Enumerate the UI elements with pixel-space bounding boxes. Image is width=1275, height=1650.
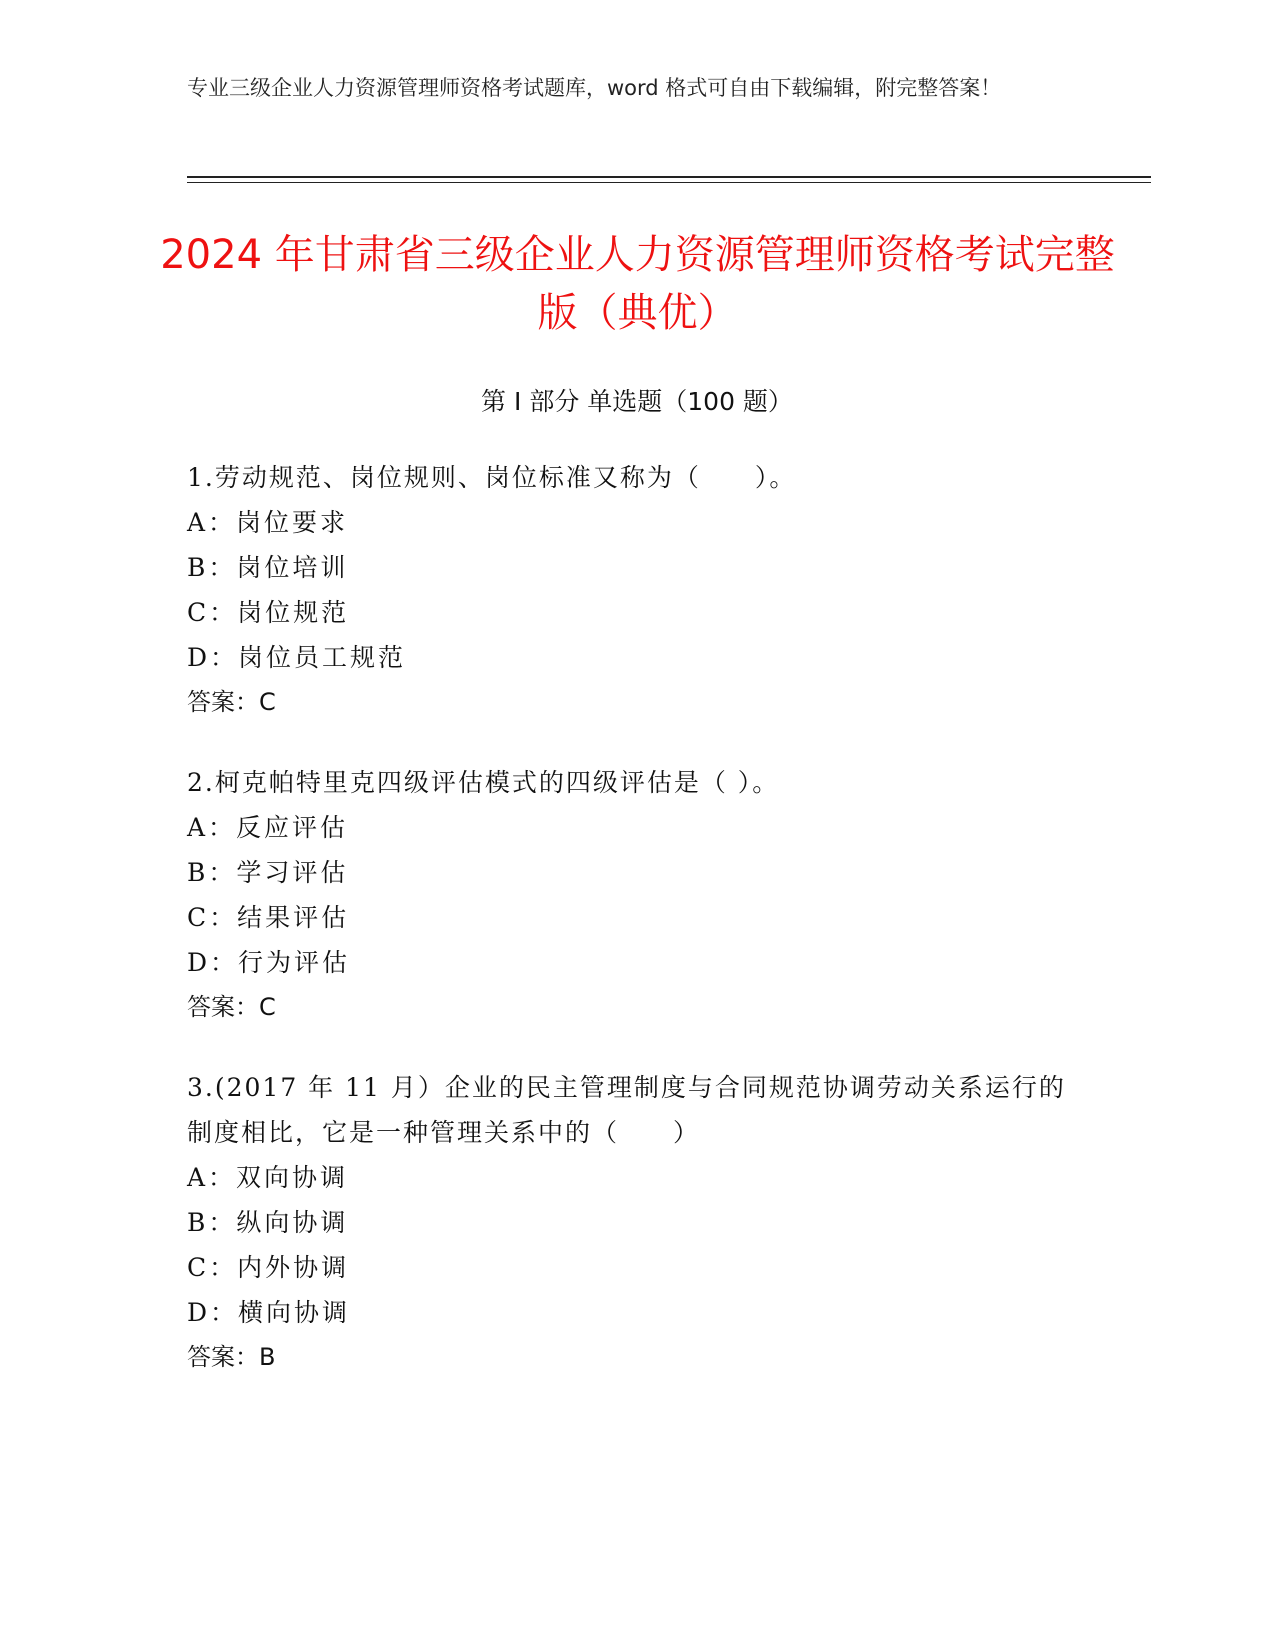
option-d: D：岗位员工规范	[187, 643, 407, 672]
option-d: D：行为评估	[187, 948, 351, 977]
question-stem: 3.(2017 年 11 月）企业的民主管理制度与合同规范协调劳动关系运行的制度相比，它是一种管理关系中的（ ）	[187, 1073, 1066, 1147]
option-a: A：双向协调	[187, 1163, 349, 1192]
option-b: B：纵向协调	[187, 1208, 349, 1237]
document-title: 2024 年甘肃省三级企业人力资源管理师资格考试完整版（典优）	[160, 232, 1115, 336]
answer: 答案：C	[187, 688, 276, 716]
question-stem: 1.劳动规范、岗位规则、岗位标准又称为（ ）。	[187, 463, 797, 492]
option-c: C：岗位规范	[187, 598, 350, 627]
option-c: C：内外协调	[187, 1253, 350, 1282]
answer: 答案：B	[187, 1343, 276, 1371]
option-b: B：岗位培训	[187, 553, 349, 582]
option-a: A：岗位要求	[187, 508, 349, 537]
question-1	[187, 455, 1067, 725]
question-2	[187, 760, 1067, 1030]
section-heading: 第 I 部分 单选题（100 题）	[481, 387, 793, 416]
option-b: B：学习评估	[187, 858, 349, 887]
option-a: A：反应评估	[187, 813, 349, 842]
question-3	[187, 1065, 1067, 1380]
header-note: 专业三级企业人力资源管理师资格考试题库，word 格式可自由下载编辑，附完整答案！	[187, 76, 1002, 100]
option-d: D：横向协调	[187, 1298, 351, 1327]
header-rule-thin	[187, 182, 1151, 183]
header-rule-thick	[187, 176, 1151, 178]
question-stem: 2.柯克帕特里克四级评估模式的四级评估是（ ）。	[187, 768, 780, 797]
answer: 答案：C	[187, 993, 276, 1021]
option-c: C：结果评估	[187, 903, 350, 932]
